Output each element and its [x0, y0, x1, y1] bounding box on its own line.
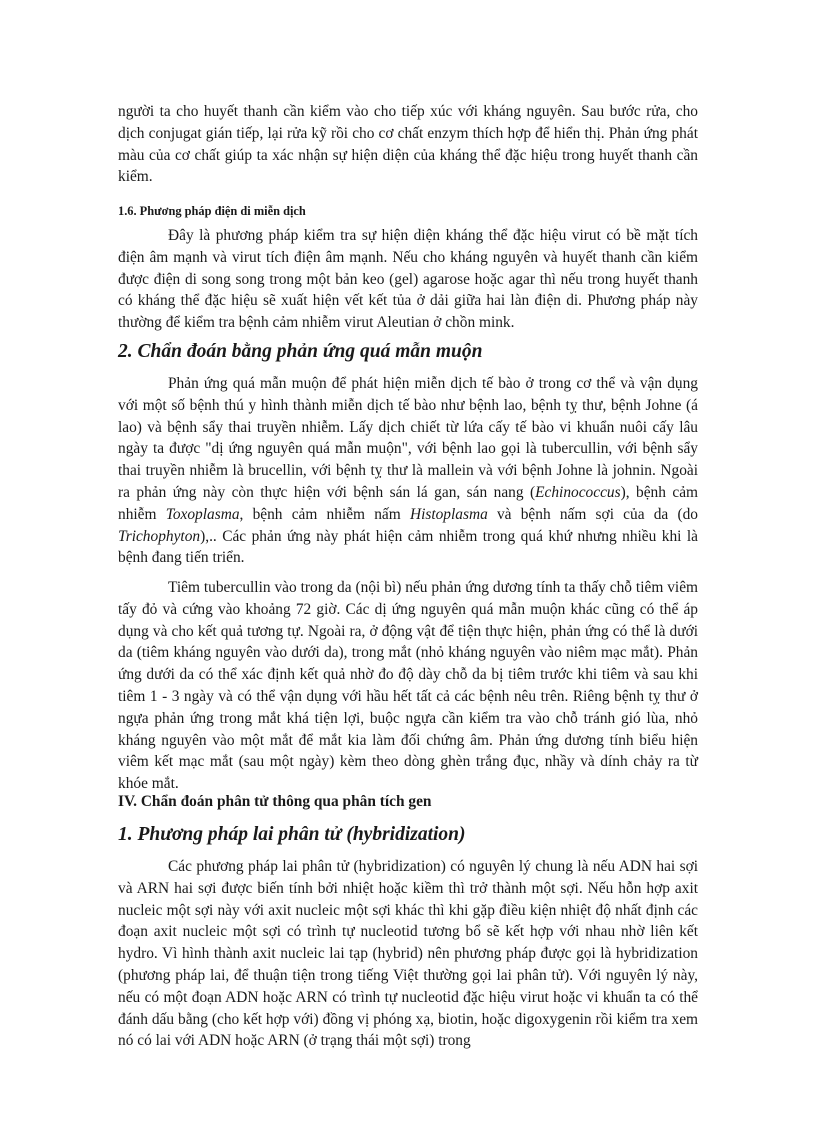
paragraph-tubercullin-test: Tiêm tubercullin vào trong da (nội bì) nếu phản ứng dương tính ta thấy chỗ tiêm viêm tấy đỏ và cứng vào khoảng 72 giờ. Các dị ứng nguyên quá mẫn muộn khác cũng có thể áp dụng và cho kết quả tương tự. Ngoài ra, ở động vật để tiện thực hiện, phản ứng có thể là dưới da (tiêm kháng nguyên vào dưới da), trong mắt (nhỏ kháng nguyên vào niêm mạc mắt). Phản ứng dưới da có thể xác định kết quả nhờ đo độ dày chỗ da bị tiêm trước khi tiêm và sau khi tiêm 1 - 3 ngày và có thể vận dụng với hầu hết tất cả các bệnh nêu trên. Riêng bệnh tỵ thư ở ngựa phản ứng trong mắt khá tiện lợi, buộc ngựa cần kiểm tra vào chỗ tránh gió lùa, nhỏ kháng nguyên vào một mắt để mắt kia làm đối chứng âm. Phản ứng dương tính biểu hiện viêm kết mạc mắt (sau một ngày) kèm theo dòng ghèn trắng đục, nhầy và dính chảy ra từ khóe mắt. — [118, 579, 698, 793]
paragraph-immunoelectrophoresis: Đây là phương pháp kiểm tra sự hiện diện kháng thể đặc hiệu virut có bề mặt tích điện âm mạnh và virut tích điện âm mạnh. Nếu cho kháng nguyên và huyết thanh cần kiểm được điện di song song trong một bản keo (gel) agarose hoặc agar thì nếu trong huyết thanh có kháng thể đặc hiệu sẽ xuất hiện vết kết tủa ở dải giữa hai làn điện di. Phương pháp này thường để kiểm tra bệnh cảm nhiễm virut Aleutian ở chồn mink. — [118, 227, 698, 332]
italic-term: Trichophyton — [118, 527, 201, 545]
text-run: , bệnh cảm nhiễm nấm — [239, 505, 410, 523]
paragraph-delayed-hypersensitivity — [118, 373, 698, 569]
section-heading-IV: IV. Chẩn đoán phân tử thông qua phân tích gen — [118, 793, 432, 810]
text-run: và bệnh nấm sợi của da (do — [487, 505, 698, 523]
italic-term: Echinococcus — [535, 483, 621, 501]
text-run: Phản ứng quá mẫn muộn để phát hiện miễn dịch tế bào ở trong cơ thể và vận dụng với một số bệnh thú y hình thành miễn dịch tế bào như bệnh lao, bệnh tỵ thư, bệnh Johne (á lao) và bệnh sẩy thai truyền nhiễm. Lấy dịch chiết từ lứa cấy tế bào vi khuẩn nuôi cấy lâu ngày ta được "dị ứng nguyên quá mẫn muộn", với bệnh lao gọi là tubercullin, với bệnh sẩy thai truyền nhiễm là brucellin, với bệnh tỵ thư là mallein và với bệnh Johne là johnin. Ngoài ra phản ứng này còn thực hiện với bệnh sán lá gan, sán nang ( — [118, 375, 698, 501]
italic-term: Histoplasma — [409, 505, 488, 523]
section-heading-IV-1: 1. Phương pháp lai phân tử (hybridization) — [118, 824, 466, 845]
section-heading-2: 2. Chẩn đoán bằng phản ứng quá mẫn muộn — [118, 341, 483, 362]
text-run: ), bệnh cảm nhiễm — [118, 483, 698, 523]
text-run: ),.. Các phản ứng này phát hiện cảm nhiễm trong quá khứ nhưng nhiều khi là bệnh đang tiến triển. — [118, 527, 698, 567]
italic-term: Toxoplasma — [165, 505, 240, 523]
paragraph-hybridization: Các phương pháp lai phân tử (hybridization) có nguyên lý chung là nếu ADN hai sợi và ARN hai sợi được biến tính bởi nhiệt hoặc kiềm thì trở thành một sợi. Nếu hỗn hợp axit nucleic một sợi này với axit nucleic một sợi khác thì khi gặp điều kiện nhiệt độ nhất định các đoạn axit nucleic một sợi có trình tự nucleotid tương bổ sẽ kết hợp với nhau nhờ liên kết hydro. Vì hình thành axit nucleic lai tạp (hybrid) nên phương pháp được gọi là hybridization (phương pháp lai, để thuận tiện trong tiếng Việt thường gọi lai phân tử). Với nguyên lý này, nếu có một đoạn ADN hoặc ARN có trình tự nucleotid đặc hiệu virut hoặc vi khuẩn ta có thể đánh dấu bằng (cho kết hợp với) đồng vị phóng xạ, biotin, hoặc digoxygenin rồi kiểm tra xem nó có lai với ADN hoặc ARN (ở trạng thái một sợi) trong — [118, 858, 698, 1050]
section-heading-1-6: 1.6. Phương pháp điện di miễn dịch — [118, 204, 306, 218]
paragraph-elisa-continuation: người ta cho huyết thanh cần kiểm vào cho tiếp xúc với kháng nguyên. Sau bước rửa, cho dịch conjugat gián tiếp, lại rửa kỹ rồi cho cơ chất enzym thích hợp để hiển thị. Phản ứng phát màu của cơ chất giúp ta xác nhận sự hiện diện của kháng thể đặc hiệu trong huyết thanh cần kiểm. — [118, 103, 698, 186]
